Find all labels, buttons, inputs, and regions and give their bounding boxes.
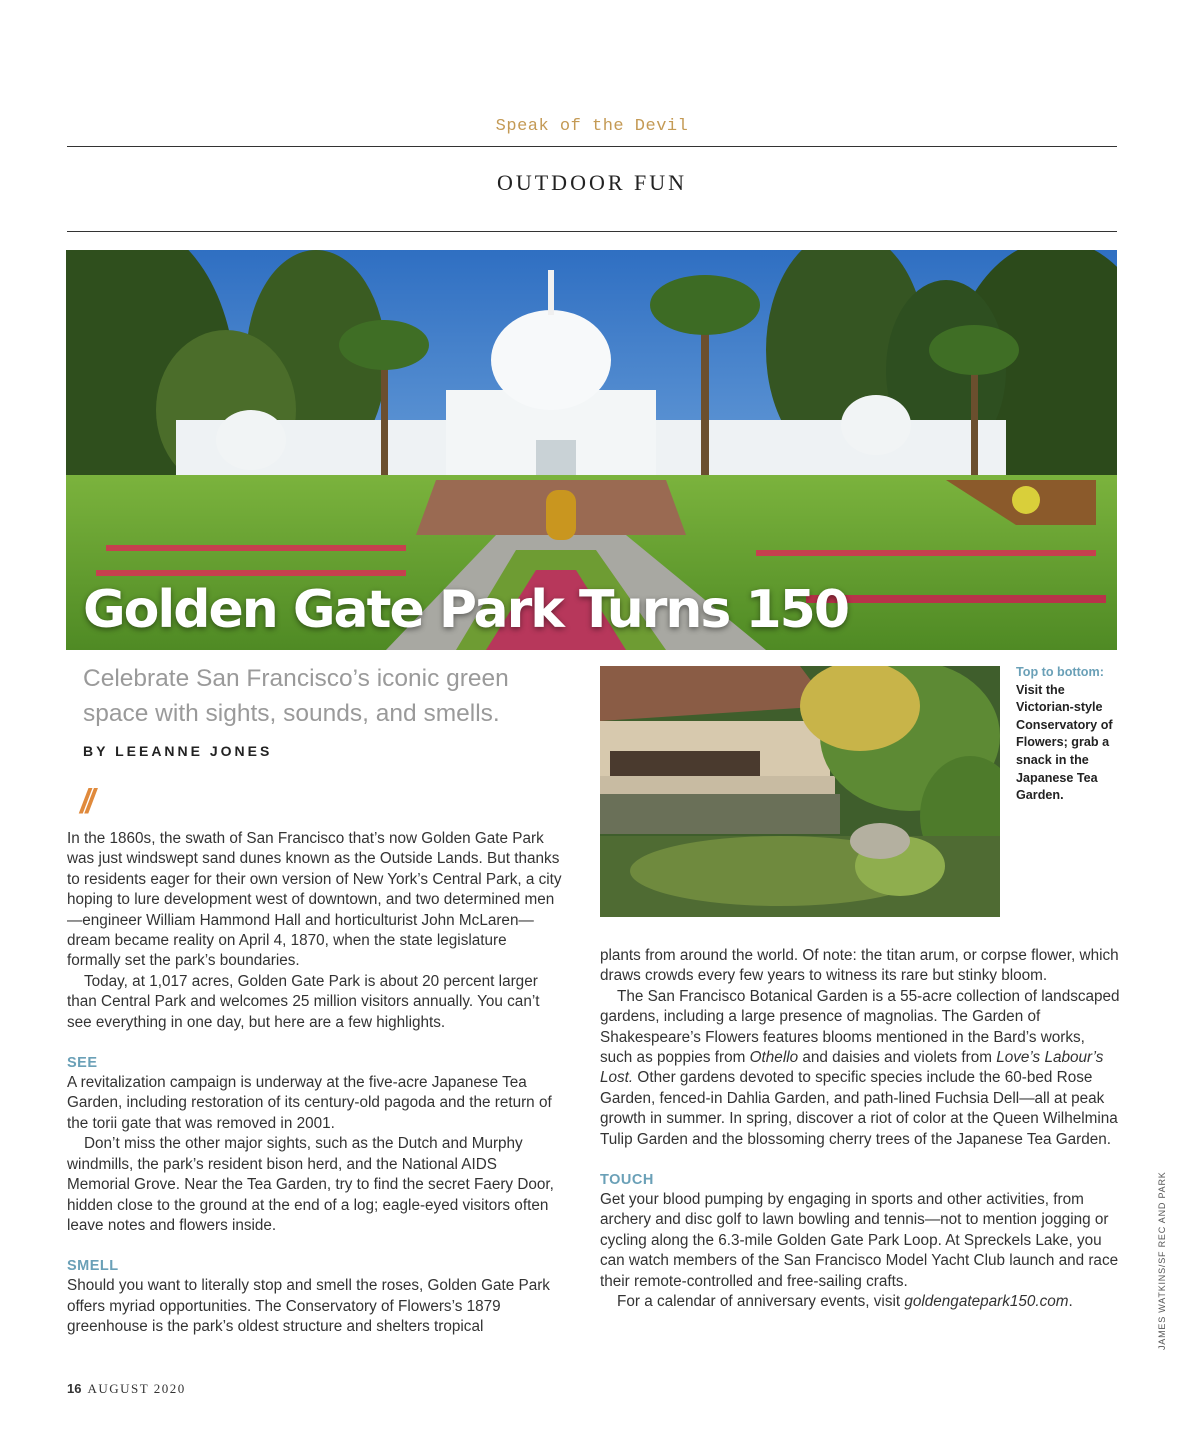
- photo-caption: [1016, 664, 1121, 805]
- photo-credit: JAMES WATKINS/SF REC AND PARK: [1157, 1171, 1167, 1350]
- page-folio: [67, 1381, 186, 1397]
- caption-text: Visit the Victorian-style Conservatory of Flowers; grab a snack in the Japanese Tea Garden.: [1016, 682, 1113, 803]
- botanical-text: Other gardens devoted to specific species include the 60-bed Rose Garden, fenced-in Dahlia Garden, and path-lined Fuchsia Dell—all at peak growth in summer. In spring, discover a riot of color at the Queen Wilhelmina Tulip Garden and the blossoming cherry trees of the Japanese Tea Garden.: [600, 1069, 1118, 1148]
- see-paragraph: A revitalization campaign is underway at the five-acre Japanese Tea Garden, including restoration of its century-old pagoda and the return of the torii gate that was removed in 2001.: [67, 1074, 552, 1132]
- section-heading-touch: TOUCH: [600, 1172, 654, 1189]
- section-heading-see: SEE: [67, 1055, 98, 1072]
- top-divider: [67, 146, 1117, 147]
- article-column-left: [67, 829, 564, 1338]
- page-number: 16: [67, 1381, 82, 1396]
- article-dek: Celebrate San Francisco’s iconic green space with sights, sounds, and smells.: [83, 665, 509, 727]
- closing-text: For a calendar of anniversary events, visit: [617, 1293, 905, 1311]
- section-kicker: Speak of the Devil: [495, 117, 689, 136]
- website-link[interactable]: goldengatepark150.com: [904, 1293, 1069, 1311]
- caption-lead: Top to bottom:: [1016, 665, 1104, 679]
- touch-paragraph: Get your blood pumping by engaging in sports and other activities, from archery and disc golf to lawn bowling and tennis—not to mention jogging or cycling along the 6.3-mile Golden Gate Park Loop. At Spreckels Lake, you can watch members of the San Francisco Model Yacht Club launch and race their remote-controlled and free-sailing crafts.: [600, 1191, 1119, 1290]
- closing-paragraph: [600, 1292, 1120, 1312]
- botanical-text: The San Francisco Botanical Garden is a 55-acre collection of landscaped gardens, including a large presence of magnolias. The Garden of Shakespeare’s Flowers features blooms mentioned in the Bard’s works, such as poppies from: [600, 987, 1120, 1067]
- bottom-divider: [67, 231, 1117, 232]
- botanical-paragraph: [600, 987, 1120, 1150]
- issue-date: AUGUST 2020: [87, 1381, 186, 1396]
- hero-image: [66, 250, 1117, 650]
- smell-paragraph: Should you want to literally stop and smell the roses, Golden Gate Park offers myriad opportunities. The Conservatory of Flowers’s 1879 greenhouse is the park’s oldest structure and shelters tropical: [67, 1277, 550, 1336]
- tea-garden-photo: [600, 666, 1000, 917]
- section-heading-smell: SMELL: [67, 1258, 119, 1275]
- closing-text: .: [1068, 1293, 1073, 1311]
- article-column-right: [600, 946, 1120, 1313]
- intro-paragraph: Today, at 1,017 acres, Golden Gate Park is about 20 percent larger than Central Park and welcomes 25 million visitors annually. You can’t see everything in one day, but here are a few highlights.: [67, 972, 540, 1031]
- opening-mark: //: [80, 783, 91, 821]
- section-title: OUTDOOR FUN: [496, 170, 688, 195]
- smell-paragraph-continued: plants from around the world. Of note: the titan arum, or corpse flower, which draws crowds every few years to witness its rare but stinky bloom.: [600, 947, 1119, 985]
- hero-headline: Golden Gate Park Turns 150: [83, 580, 849, 640]
- othello-title: Othello: [749, 1049, 799, 1067]
- intro-paragraph: In the 1860s, the swath of San Francisco that’s now Golden Gate Park was just windswept sand dunes known as the Outside Lands. But thanks to residents eager for their own version of New York’s Central Park, a city hoping to lure development west of downtown, and two determined men—engineer William Hammond Hall and horticulturist John McLaren—dream became reality on April 4, 1870, when the state legislature formally set the park’s boundaries.: [67, 830, 562, 970]
- byline: BY LEEANNE JONES: [83, 743, 273, 759]
- tea-garden-image: [600, 666, 1000, 917]
- loves-labours-lost-title: Love’s Labour’s Lost.: [600, 1049, 1104, 1087]
- see-paragraph: Don’t miss the other major sights, such as the Dutch and Murphy windmills, the park’s resident bison herd, and the National AIDS Memorial Grove. Near the Tea Garden, try to find the secret Faery Door, hidden close to the ground at the end of a log; eagle-eyed visitors often leave notes and flowers inside.: [67, 1135, 554, 1234]
- botanical-text: and daisies and violets from: [798, 1049, 997, 1067]
